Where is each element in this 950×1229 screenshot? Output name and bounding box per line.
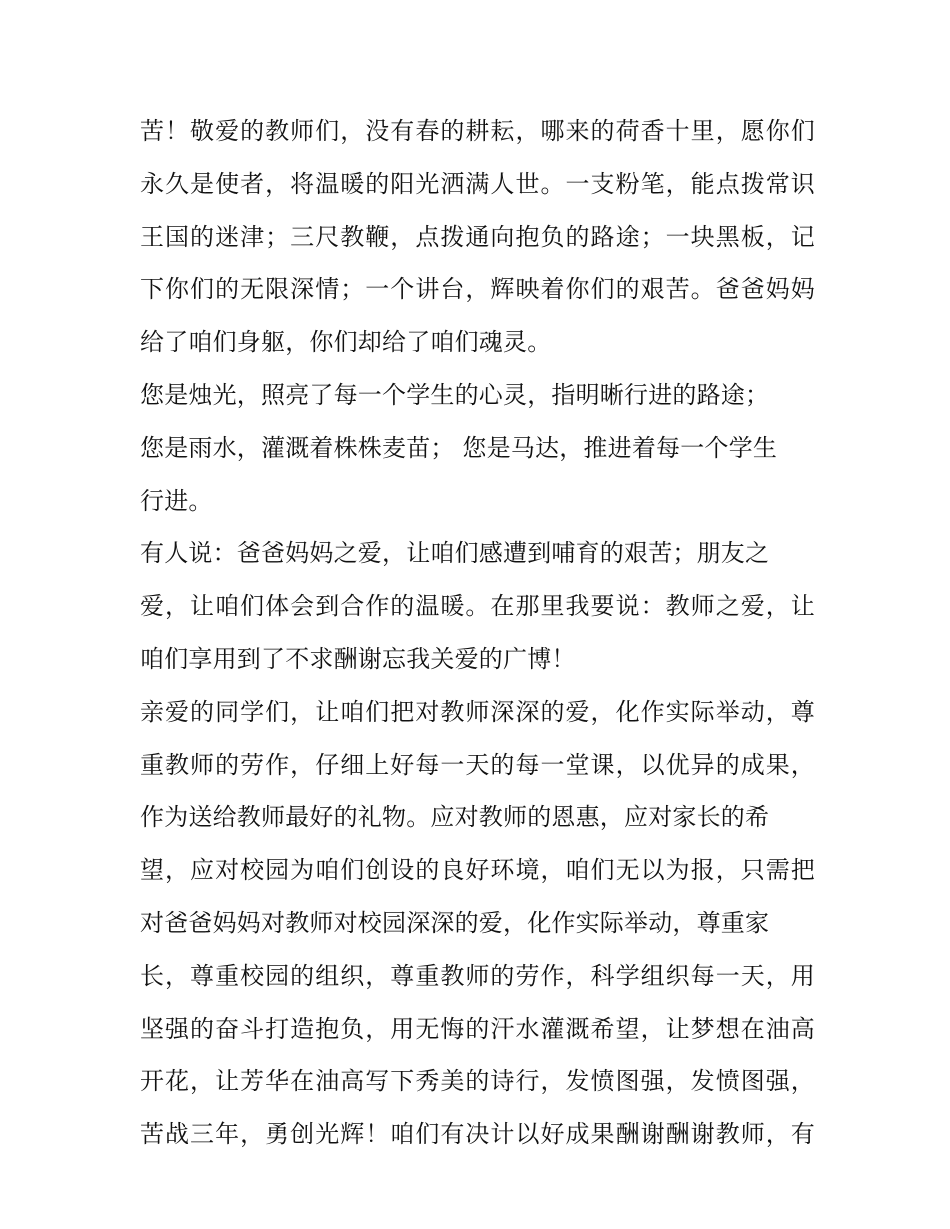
text-line: 爱，让咱们体会到合作的温暖。在那里我要说：教师之爱，让 bbox=[140, 592, 815, 621]
text-line: 王国的迷津；三尺教鞭，点拨通向抱负的路途；一块黑板，记 bbox=[140, 222, 815, 251]
text-line: 亲爱的同学们，让咱们把对教师深深的爱，化作实际举动，尊 bbox=[140, 697, 815, 726]
text-line: 长，尊重校园的组织，尊重教师的劳作，科学组织每一天，用 bbox=[140, 961, 815, 990]
text-line: 作为送给教师最好的礼物。应对教师的恩惠，应对家长的希 bbox=[140, 803, 770, 832]
text-line: 咱们享用到了不求酬谢忘我关爱的广博！ bbox=[140, 644, 576, 673]
text-line: 有人说：爸爸妈妈之爱，让咱们感遭到哺育的艰苦；朋友之 bbox=[140, 539, 770, 568]
body-text bbox=[140, 105, 815, 1161]
text-line: 苦战三年，勇创光辉！咱们有决计以好成果酬谢酬谢教师，有 bbox=[140, 1120, 815, 1149]
text-line: 行进。 bbox=[140, 486, 213, 515]
text-line: 望，应对校园为咱们创设的良好环境，咱们无以为报，只需把 bbox=[140, 856, 815, 885]
text-line: 您是烛光，照亮了每一个学生的心灵，指明晰行进的路途； bbox=[140, 380, 770, 409]
text-line: 苦！敬爱的教师们，没有春的耕耘，哪来的荷香十里，愿你们 bbox=[140, 117, 815, 145]
text-line: 重教师的劳作，仔细上好每一天的每一堂课，以优异的成果， bbox=[140, 750, 815, 779]
text-line: 给了咱们身躯，你们却给了咱们魂灵。 bbox=[140, 328, 552, 357]
text-line: 永久是使者，将温暖的阳光洒满人世。一支粉笔，能点拨常识 bbox=[140, 169, 815, 198]
text-line: 坚强的奋斗打造抱负，用无悔的汗水灌溉希望，让梦想在油高 bbox=[140, 1014, 815, 1043]
text-line: 对爸爸妈妈对教师对校园深深的爱，化作实际举动，尊重家 bbox=[140, 908, 770, 937]
text-line: 开花，让芳华在油高写下秀美的诗行，发愤图强，发愤图强， bbox=[140, 1067, 815, 1096]
text-line: 下你们的无限深情；一个讲台，辉映着你们的艰苦。爸爸妈妈 bbox=[140, 275, 815, 304]
text-line: 您是雨水，灌溉着株株麦苗； 您是马达，推进着每一个学生 bbox=[140, 433, 778, 462]
